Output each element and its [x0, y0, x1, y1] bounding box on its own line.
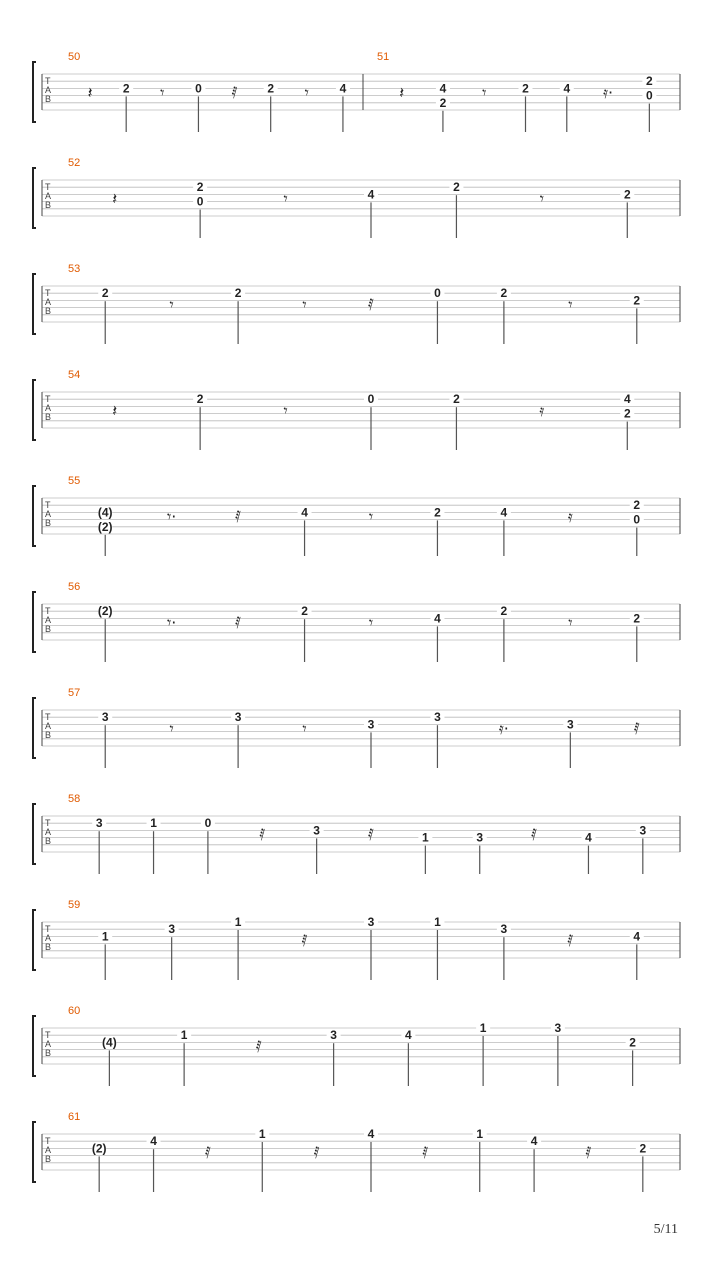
fret-number: 1 — [234, 915, 242, 929]
measure-number: 51 — [377, 51, 390, 63]
fret-number: 3 — [95, 816, 103, 831]
tab-clef-letter: T — [45, 712, 51, 722]
fret-number: 1 — [422, 830, 429, 845]
rest-symbol: 𝅀 — [368, 825, 374, 844]
fret-number: 4 — [405, 1028, 412, 1043]
rest-symbol: 𝄿 — [567, 507, 573, 526]
rest-symbol: 𝄽 — [112, 401, 118, 420]
measure-number: 61 — [68, 1111, 81, 1123]
fret-number: 2 — [633, 611, 641, 626]
fret-number: (2) — [97, 604, 113, 619]
fret-number: 1 — [150, 816, 157, 831]
measure-number: 56 — [68, 581, 81, 593]
fret-number: 4 — [434, 611, 441, 626]
rest-symbol: 𝅀 — [235, 613, 242, 632]
system-bracket — [33, 274, 36, 334]
page-number: 5/11 — [653, 1222, 678, 1237]
fret-number: 4 — [563, 81, 571, 96]
tab-clef-letter: B — [45, 942, 52, 952]
rest-symbol: 𝄾 — [283, 189, 288, 208]
measure-number: 52 — [68, 157, 81, 169]
tab-clef-letter: A — [45, 191, 52, 201]
fret-number: (4) — [97, 505, 113, 520]
fret-number: 4 — [339, 81, 347, 96]
rest-symbol: 𝄾 — [160, 83, 165, 102]
fret-number: 4 — [367, 1127, 375, 1141]
tab-clef-letter: A — [45, 827, 52, 837]
rest-symbol: 𝄿· — [603, 83, 614, 102]
tab-clef-letter: B — [45, 624, 52, 634]
rest-symbol: 𝄾 — [368, 507, 374, 526]
rest-symbol: 𝄾 — [482, 83, 487, 102]
system-bracket — [33, 168, 36, 228]
fret-number: 2 — [196, 180, 204, 195]
fret-number: 2 — [196, 392, 204, 407]
fret-number: 2 — [646, 74, 653, 89]
fret-number: 2 — [623, 406, 631, 421]
fret-number: 2 — [500, 604, 508, 619]
fret-number: 3 — [554, 1021, 562, 1035]
measure-number: 57 — [68, 687, 81, 699]
fret-number: 3 — [639, 823, 647, 838]
rest-symbol: 𝅀 — [531, 825, 538, 844]
system-bracket — [33, 486, 36, 546]
tab-clef-letter: B — [45, 1048, 52, 1058]
tab-clef-letter: T — [45, 818, 51, 828]
system-bracket — [33, 1016, 36, 1076]
tab-clef-letter: A — [45, 403, 52, 413]
rest-symbol: 𝄾 — [539, 189, 544, 208]
fret-number: 2 — [500, 286, 508, 301]
rest-symbol: 𝄾· — [166, 613, 177, 632]
tab-clef-letter: A — [45, 509, 52, 519]
tab-clef-letter: T — [45, 182, 51, 192]
fret-number: 3 — [234, 710, 242, 725]
fret-number: 2 — [301, 604, 308, 619]
fret-number: 1 — [180, 1028, 188, 1043]
fret-number: 3 — [101, 710, 109, 725]
fret-number: 3 — [566, 717, 574, 732]
rest-symbol: 𝄽 — [87, 83, 93, 102]
fret-number: 4 — [633, 929, 641, 944]
tab-clef-letter: B — [45, 306, 52, 316]
rest-symbol: 𝄾 — [169, 295, 174, 314]
rest-symbol: 𝄾 — [302, 295, 307, 314]
rest-symbol: 𝅀 — [567, 931, 574, 950]
fret-number: 2 — [439, 95, 447, 110]
rest-symbol: 𝄾 — [283, 401, 288, 420]
rest-symbol: 𝅀 — [204, 1143, 211, 1162]
fret-number: 3 — [367, 717, 375, 732]
fret-number: 0 — [646, 88, 653, 103]
rest-symbol: 𝅀 — [585, 1143, 592, 1162]
tab-clef-letter: B — [45, 1154, 52, 1164]
rest-symbol: 𝅀 — [235, 507, 242, 526]
measure-number: 59 — [68, 899, 81, 911]
tab-clef-letter: T — [45, 76, 51, 86]
fret-number: 2 — [453, 392, 460, 407]
fret-number: 3 — [434, 710, 441, 725]
measure-number: 53 — [68, 263, 81, 275]
rest-symbol: 𝅀 — [313, 1143, 320, 1162]
rest-symbol: 𝄾 — [302, 719, 307, 738]
fret-number: 2 — [101, 286, 109, 301]
tab-clef-letter: A — [45, 1039, 52, 1049]
measure-number: 54 — [68, 369, 81, 381]
rest-symbol: 𝄽 — [399, 83, 405, 102]
rest-symbol: 𝄾 — [568, 295, 573, 314]
fret-number: (4) — [102, 1035, 117, 1050]
system-bracket — [33, 1122, 36, 1182]
fret-number: 4 — [623, 392, 631, 407]
fret-number: 0 — [195, 81, 202, 96]
tab-clef-letter: T — [45, 924, 51, 934]
tab-clef-letter: T — [45, 288, 51, 298]
rest-symbol: 𝅀 — [231, 83, 238, 102]
rest-symbol: 𝅀 — [368, 295, 374, 314]
fret-number: 0 — [204, 816, 212, 831]
fret-number: 4 — [585, 830, 592, 845]
tab-clef-letter: B — [45, 412, 52, 422]
rest-symbol: 𝅀 — [259, 825, 266, 844]
system-bracket — [33, 380, 36, 440]
rest-symbol: 𝄾 — [568, 613, 573, 632]
fret-number: 2 — [434, 505, 441, 520]
fret-number: 1 — [258, 1127, 266, 1141]
rest-symbol: 𝅀 — [301, 931, 308, 950]
tab-clef-letter: B — [45, 94, 52, 104]
rest-symbol: 𝅀 — [422, 1143, 429, 1162]
fret-number: 0 — [434, 286, 441, 301]
tab-clef-letter: B — [45, 730, 52, 740]
fret-number: 2 — [267, 81, 275, 96]
fret-number: 1 — [101, 929, 109, 944]
fret-number: 4 — [500, 505, 508, 520]
tab-clef-letter: A — [45, 933, 52, 943]
rest-symbol: 𝅀 — [255, 1037, 262, 1056]
rest-symbol: 𝄾 — [304, 83, 309, 102]
fret-number: 3 — [313, 823, 320, 838]
fret-number: 3 — [330, 1028, 337, 1043]
fret-number: 0 — [196, 194, 204, 209]
tab-clef-letter: A — [45, 297, 52, 307]
tab-clef-letter: B — [45, 200, 52, 210]
fret-number: (2) — [97, 519, 113, 534]
rest-symbol: 𝄿 — [539, 401, 545, 420]
fret-number: 3 — [168, 922, 176, 937]
fret-number: 1 — [476, 1127, 484, 1141]
fret-number: 2 — [629, 1035, 636, 1050]
system-bracket — [33, 804, 36, 864]
fret-number: (2) — [91, 1141, 107, 1156]
fret-number: 2 — [633, 498, 641, 513]
fret-number: 4 — [367, 187, 375, 202]
measure-number: 60 — [68, 1005, 81, 1017]
tab-clef-letter: B — [45, 518, 52, 528]
tab-clef-letter: A — [45, 85, 52, 95]
fret-number: 3 — [476, 830, 484, 845]
tab-clef-letter: A — [45, 721, 52, 731]
measure-number: 50 — [68, 51, 81, 63]
fret-number: 1 — [434, 915, 441, 929]
rest-symbol: 𝄾· — [166, 507, 177, 526]
fret-number: 2 — [639, 1141, 647, 1156]
fret-number: 2 — [633, 293, 641, 308]
measure-number: 55 — [68, 475, 81, 487]
system-bracket — [33, 62, 36, 122]
fret-number: 0 — [367, 392, 375, 407]
fret-number: 4 — [150, 1134, 157, 1149]
tab-clef-letter: A — [45, 615, 52, 625]
tab-clef-letter: T — [45, 500, 51, 510]
fret-number: 2 — [234, 286, 242, 301]
fret-number: 2 — [453, 180, 460, 195]
fret-number: 2 — [623, 187, 631, 202]
rest-symbol: 𝄿· — [498, 719, 509, 738]
tab-clef-letter: B — [45, 836, 52, 846]
fret-number: 4 — [439, 81, 447, 96]
fret-number: 2 — [122, 81, 130, 96]
fret-number: 3 — [367, 915, 375, 929]
measure-number: 58 — [68, 793, 81, 805]
rest-symbol: 𝄾 — [169, 719, 174, 738]
fret-number: 4 — [530, 1134, 538, 1149]
system-bracket — [33, 910, 36, 970]
fret-number: 0 — [633, 512, 641, 527]
tab-clef-letter: T — [45, 1030, 51, 1040]
tab-clef-letter: T — [45, 606, 51, 616]
fret-number: 1 — [479, 1021, 487, 1035]
rest-symbol: 𝄽 — [112, 189, 118, 208]
tab-clef-letter: A — [45, 1145, 52, 1155]
rest-symbol: 𝄾 — [368, 613, 374, 632]
fret-number: 2 — [522, 81, 529, 96]
fret-number: 4 — [301, 505, 308, 520]
fret-number: 3 — [500, 922, 508, 937]
system-bracket — [33, 698, 36, 758]
tab-clef-letter: T — [45, 1136, 51, 1146]
tab-clef-letter: T — [45, 394, 51, 404]
rest-symbol: 𝅀 — [633, 719, 640, 738]
system-bracket — [33, 592, 36, 652]
